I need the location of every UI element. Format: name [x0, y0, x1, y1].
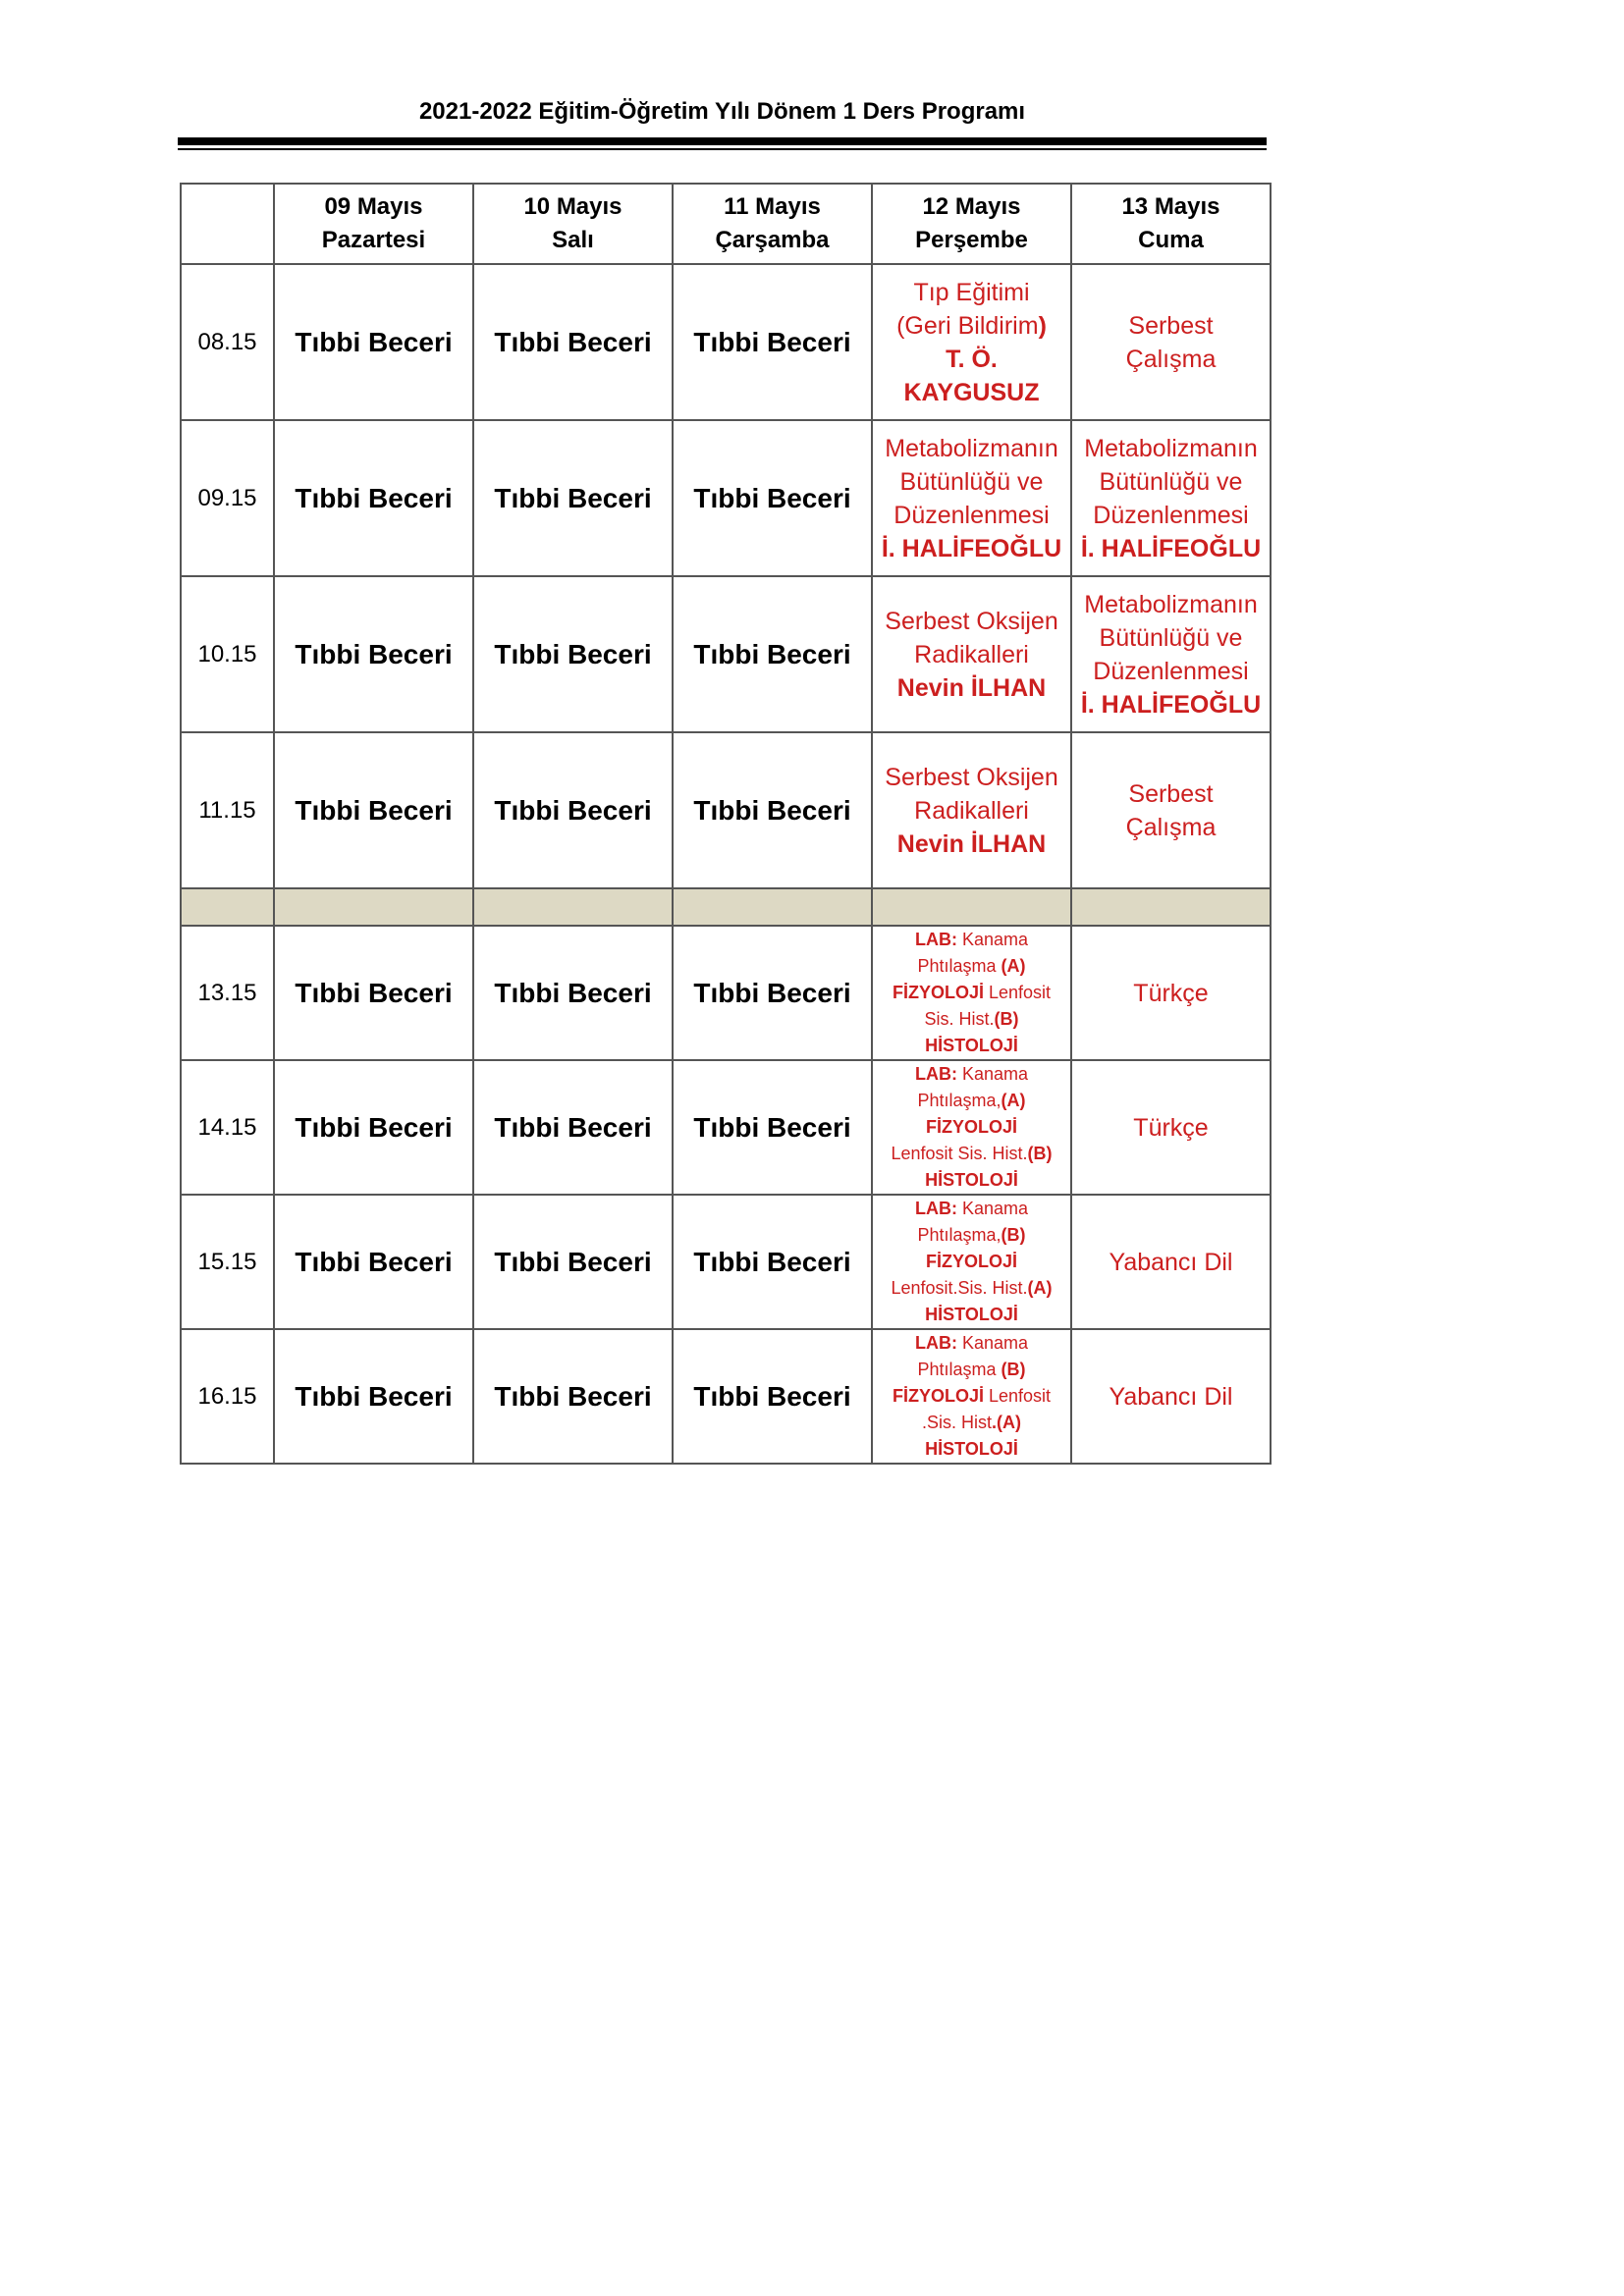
course-cell: Tıbbi Beceri [274, 926, 473, 1060]
title-rule-thick [178, 137, 1267, 145]
lab-topic: Phtılaşma [917, 1360, 1001, 1379]
table-row [181, 1329, 1271, 1464]
course-cell-thu [872, 264, 1071, 420]
department-label: FİZYOLOJİ [892, 1386, 984, 1406]
group-label: (B) [1001, 1360, 1026, 1379]
day-name: Salı [552, 227, 594, 253]
time-cell: 13.15 [181, 926, 274, 1060]
course-cell: Tıbbi Beceri [274, 576, 473, 732]
course-cell: Tıbbi Beceri [673, 926, 872, 1060]
break-cell [181, 888, 274, 926]
day-header-thu [872, 184, 1071, 264]
course-cell-fri [1071, 576, 1271, 732]
day-name: Pazartesi [321, 227, 426, 253]
lab-topic: Sis. Hist. [924, 1009, 995, 1029]
group-label: (A) [1001, 1091, 1026, 1110]
break-cell [673, 888, 872, 926]
day-date: 13 Mayıs [1121, 193, 1220, 220]
lab-topic: Kanama [956, 1064, 1029, 1084]
department-label: HİSTOLOJİ [925, 1305, 1018, 1324]
course-cell: Tıbbi Beceri [274, 264, 473, 420]
day-date: 12 Mayıs [922, 193, 1021, 220]
course-line: Radikalleri [914, 640, 1029, 668]
course-line: Metabolizmanın [1084, 590, 1258, 618]
time-cell: 08.15 [181, 264, 274, 420]
lab-topic: Kanama [956, 1333, 1029, 1353]
course-line: Düzenlenmesi [893, 501, 1050, 529]
course-line: Serbest Oksijen [885, 607, 1058, 635]
break-row [181, 888, 1271, 926]
time-cell: 14.15 [181, 1060, 274, 1195]
course-cell-thu [872, 732, 1071, 888]
lab-topic: .Sis. Hist [921, 1413, 992, 1432]
course-cell-thu [872, 576, 1071, 732]
instructor-name: İ. HALİFEOĞLU [881, 534, 1062, 562]
table-row [181, 1195, 1271, 1329]
department-label: HİSTOLOJİ [925, 1439, 1018, 1459]
course-cell: Tıbbi Beceri [473, 1060, 673, 1195]
day-header-tue [473, 184, 673, 264]
instructor-name: Nevin İLHAN [896, 829, 1047, 858]
table-row [181, 926, 1271, 1060]
course-line: Serbest Oksijen [885, 763, 1058, 791]
group-label: .(A) [992, 1413, 1021, 1432]
lab-cell-thu [872, 1060, 1071, 1195]
time-cell: 11.15 [181, 732, 274, 888]
lab-topic: Phtılaşma [917, 956, 1001, 976]
page-title: 2021-2022 Eğitim-Öğretim Yılı Dönem 1 Ders Programı [418, 98, 1026, 125]
course-cell-fri: Yabancı Dil [1071, 1195, 1271, 1329]
course-line: Çalışma [1125, 345, 1217, 373]
day-header-fri [1071, 184, 1271, 264]
course-line: Metabolizmanın [885, 434, 1058, 462]
course-cell: Tıbbi Beceri [473, 264, 673, 420]
course-cell: Tıbbi Beceri [673, 420, 872, 576]
course-line: Bütünlüğü ve [899, 467, 1044, 496]
course-line: Bütünlüğü ve [1099, 623, 1243, 652]
group-label: (B) [1027, 1144, 1053, 1163]
course-line: Metabolizmanın [1084, 434, 1258, 462]
header-row [181, 184, 1271, 264]
lab-label: LAB: [914, 930, 957, 949]
course-line: Bütünlüğü ve [1099, 467, 1243, 496]
lab-topic: Lenfosit.Sis. Hist. [891, 1278, 1028, 1298]
day-name: Perşembe [915, 227, 1028, 253]
course-cell: Tıbbi Beceri [673, 1195, 872, 1329]
course-cell: Tıbbi Beceri [673, 732, 872, 888]
lab-cell-thu [872, 926, 1071, 1060]
course-cell: Tıbbi Beceri [673, 576, 872, 732]
course-line: Tıp Eğitimi [913, 278, 1030, 306]
day-date: 11 Mayıs [724, 193, 821, 220]
group-label: (A) [1027, 1278, 1053, 1298]
department-label: HİSTOLOJİ [925, 1036, 1018, 1055]
corner-cell [181, 184, 274, 264]
course-line: Serbest [1128, 779, 1214, 808]
instructor-name: Nevin İLHAN [896, 673, 1047, 702]
lab-topic: Phtılaşma, [917, 1091, 1001, 1110]
lab-label: LAB: [914, 1333, 957, 1353]
course-line: Serbest [1128, 311, 1214, 340]
course-cell: Tıbbi Beceri [274, 1060, 473, 1195]
course-cell-fri [1071, 420, 1271, 576]
lab-cell-thu [872, 1195, 1071, 1329]
lab-topic: Kanama [956, 1199, 1029, 1218]
lab-label: LAB: [914, 1199, 957, 1218]
course-cell: Tıbbi Beceri [274, 1329, 473, 1464]
lab-topic: Lenfosit Sis. Hist. [891, 1144, 1028, 1163]
instructor-name: İ. HALİFEOĞLU [1080, 690, 1262, 719]
break-cell [473, 888, 673, 926]
break-cell [1071, 888, 1271, 926]
course-cell-thu [872, 420, 1071, 576]
course-line: Düzenlenmesi [1093, 657, 1249, 685]
day-header-mon [274, 184, 473, 264]
lab-topic: Lenfosit [983, 1386, 1052, 1406]
course-cell: Tıbbi Beceri [473, 1195, 673, 1329]
group-label: (B) [994, 1009, 1019, 1029]
department-label: HİSTOLOJİ [925, 1170, 1018, 1190]
group-label: (A) [1001, 956, 1026, 976]
day-name: Çarşamba [715, 227, 830, 253]
lab-topic: Phtılaşma, [917, 1225, 1001, 1245]
course-cell: Tıbbi Beceri [673, 1329, 872, 1464]
course-line: Radikalleri [914, 796, 1029, 825]
course-cell: Tıbbi Beceri [274, 1195, 473, 1329]
time-cell: 10.15 [181, 576, 274, 732]
course-cell-fri: Türkçe [1071, 1060, 1271, 1195]
course-cell: Tıbbi Beceri [473, 732, 673, 888]
course-cell-fri: Türkçe [1071, 926, 1271, 1060]
instructor-name: İ. HALİFEOĞLU [1080, 534, 1262, 562]
schedule-table [180, 183, 1272, 1465]
table-row [181, 732, 1271, 888]
lab-label: LAB: [914, 1064, 957, 1084]
course-cell: Tıbbi Beceri [673, 1060, 872, 1195]
day-name: Cuma [1138, 227, 1204, 253]
table-row [181, 264, 1271, 420]
course-line: Çalışma [1125, 813, 1217, 841]
break-cell [872, 888, 1071, 926]
day-header-wed [673, 184, 872, 264]
course-cell: Tıbbi Beceri [473, 576, 673, 732]
course-line: ) [1038, 311, 1047, 340]
department-label: FİZYOLOJİ [892, 983, 984, 1002]
course-cell: Tıbbi Beceri [473, 1329, 673, 1464]
table-row [181, 1060, 1271, 1195]
department-label: FİZYOLOJİ [925, 1117, 1017, 1137]
time-cell: 16.15 [181, 1329, 274, 1464]
course-cell-fri: Yabancı Dil [1071, 1329, 1271, 1464]
instructor-name: KAYGUSUZ [903, 378, 1040, 406]
table-row [181, 576, 1271, 732]
time-cell: 09.15 [181, 420, 274, 576]
course-line: (Geri Bildirim [896, 311, 1039, 340]
title-rule-thin [178, 148, 1267, 150]
course-cell: Tıbbi Beceri [473, 420, 673, 576]
instructor-name: T. Ö. [946, 345, 998, 373]
course-cell: Tıbbi Beceri [673, 264, 872, 420]
time-cell: 15.15 [181, 1195, 274, 1329]
course-cell: Tıbbi Beceri [274, 420, 473, 576]
break-cell [274, 888, 473, 926]
course-cell-fri [1071, 732, 1271, 888]
lab-cell-thu [872, 1329, 1071, 1464]
course-cell-fri [1071, 264, 1271, 420]
course-cell: Tıbbi Beceri [274, 732, 473, 888]
course-line: Düzenlenmesi [1093, 501, 1249, 529]
lab-topic: Kanama [956, 930, 1029, 949]
course-cell: Tıbbi Beceri [473, 926, 673, 1060]
department-label: FİZYOLOJİ [925, 1252, 1017, 1271]
table-row [181, 420, 1271, 576]
day-date: 10 Mayıs [523, 193, 623, 220]
lab-topic: Lenfosit [983, 983, 1052, 1002]
day-date: 09 Mayıs [324, 193, 423, 220]
group-label: (B) [1001, 1225, 1026, 1245]
